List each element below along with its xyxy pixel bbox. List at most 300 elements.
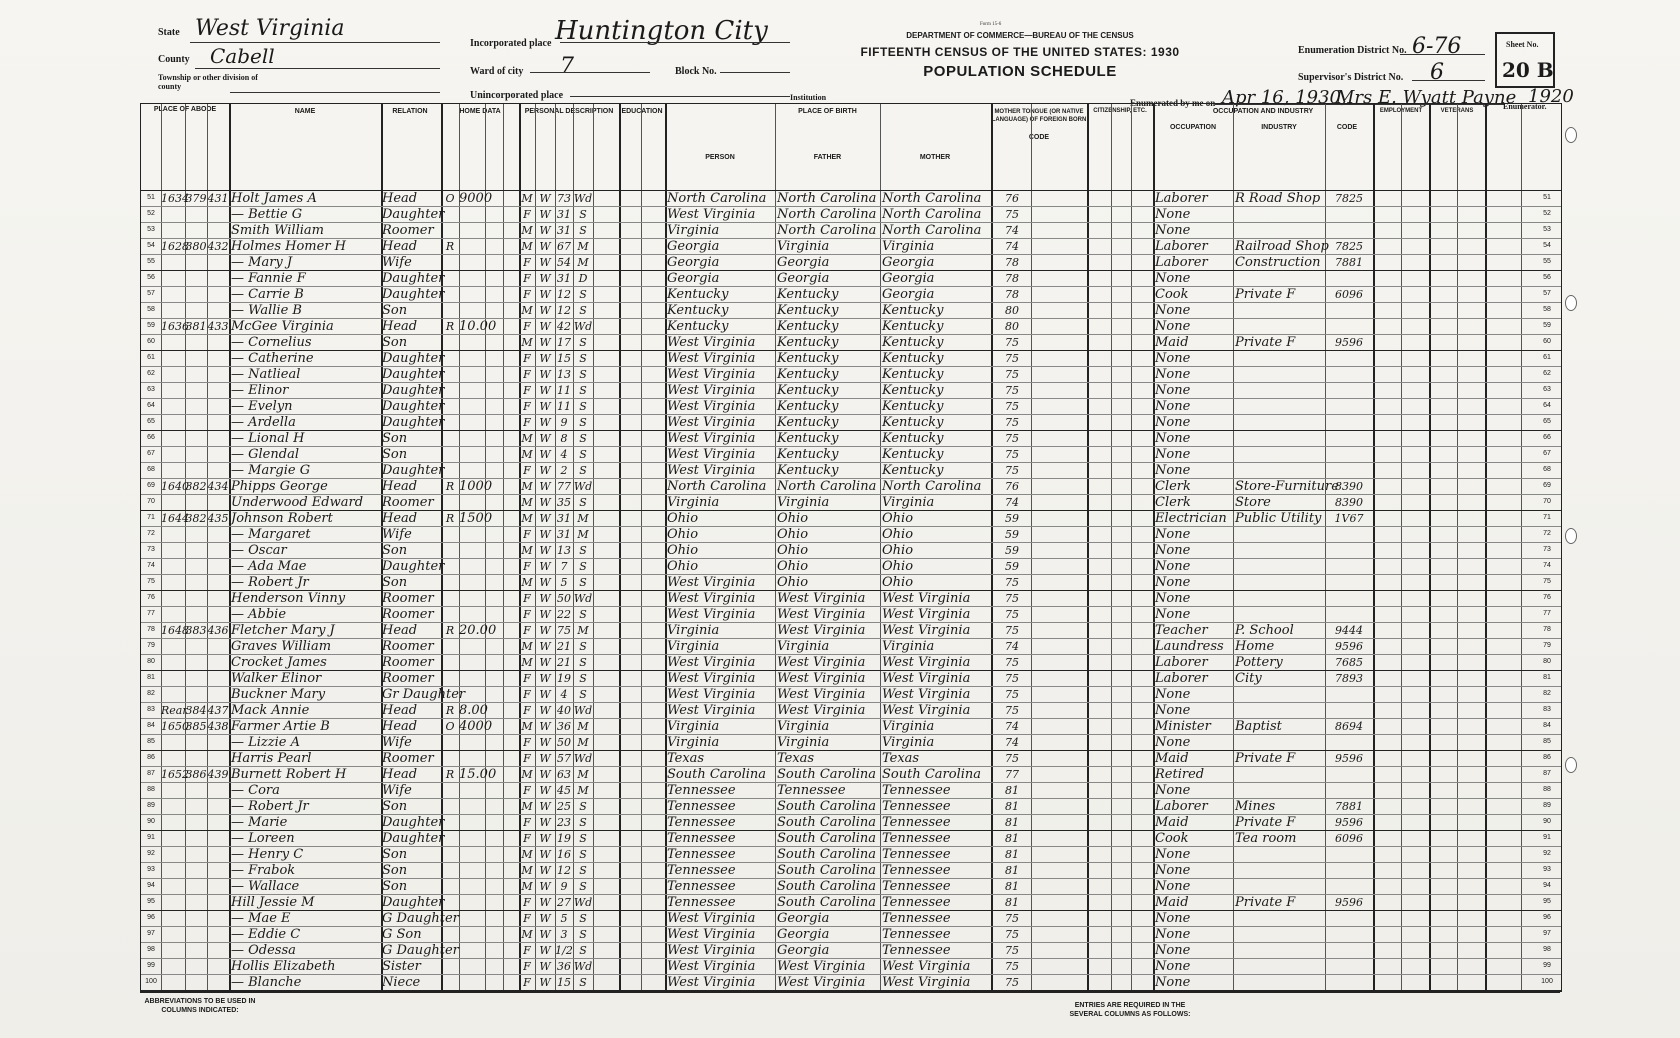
cell-mother: West Virginia <box>882 959 971 974</box>
cell-father: Kentucky <box>777 415 839 430</box>
cell-age: 1/2 <box>555 944 573 957</box>
cell-race: W <box>539 960 551 973</box>
cell-code: 80 <box>1005 320 1019 333</box>
cell-father: Virginia <box>777 735 830 750</box>
cell-father: West Virginia <box>777 623 866 638</box>
line-number-right: 78 <box>1543 626 1551 633</box>
cell-age: 19 <box>557 672 571 685</box>
cell-father: Kentucky <box>777 431 839 446</box>
cell-own: R <box>445 704 455 717</box>
cell-val: 20.00 <box>459 623 497 638</box>
cell-mother: North Carolina <box>882 191 982 206</box>
cell-father: Georgia <box>777 271 830 286</box>
line-number-right: 73 <box>1543 546 1551 553</box>
cell-own: R <box>445 480 455 493</box>
line-number-right: 63 <box>1543 386 1551 393</box>
col-birth-person: PERSON <box>705 154 735 161</box>
cell-birth: West Virginia <box>667 431 756 446</box>
cell-oc: 7825 <box>1335 192 1363 205</box>
cell-age: 15 <box>557 352 571 365</box>
cell-mother: Tennessee <box>882 847 951 862</box>
cell-age: 31 <box>557 512 571 525</box>
cell-birth: West Virginia <box>667 687 756 702</box>
cell-name: — Elinor <box>231 383 289 398</box>
state-line <box>190 42 440 43</box>
cell-mar: S <box>579 688 587 701</box>
cell-rel: Daughter <box>382 415 445 430</box>
cell-race: W <box>539 896 551 909</box>
cell-rel: Head <box>382 191 418 206</box>
year-note: 1920 <box>1528 86 1574 107</box>
cell-rel: G Daughter <box>382 943 459 958</box>
col-home-data: HOME DATA <box>459 108 501 115</box>
cell-sex: M <box>521 224 533 237</box>
cell-fam: 437 <box>207 704 229 717</box>
cell-mar: S <box>579 208 587 221</box>
cell-sex: M <box>521 928 533 941</box>
cell-code: 74 <box>1005 496 1019 509</box>
cell-birth: West Virginia <box>667 463 756 478</box>
cell-race: W <box>539 560 551 573</box>
cell-father: West Virginia <box>777 655 866 670</box>
cell-birth: Virginia <box>667 223 720 238</box>
line-number-right: 59 <box>1543 322 1551 329</box>
cell-rel: Son <box>382 879 408 894</box>
cell-birth: Virginia <box>667 719 720 734</box>
cell-age: 36 <box>557 720 571 733</box>
cell-mar: S <box>579 496 587 509</box>
cell-mother: Kentucky <box>882 303 944 318</box>
cell-age: 19 <box>557 832 571 845</box>
cell-code: 74 <box>1005 736 1019 749</box>
cell-sex: M <box>521 848 533 861</box>
line-number-right: 96 <box>1543 914 1551 921</box>
cell-mar: S <box>579 464 587 477</box>
col-place-of-abode: PLACE OF ABODE <box>153 106 217 113</box>
cell-age: 25 <box>557 800 571 813</box>
line-number: 66 <box>147 434 155 441</box>
cell-own: O <box>445 192 455 205</box>
line-number: 87 <box>147 770 155 777</box>
cell-rel: Daughter <box>382 287 445 302</box>
cell-mar: S <box>579 352 587 365</box>
cell-mother: Georgia <box>882 271 935 286</box>
cell-occ: None <box>1155 223 1191 238</box>
cell-occ: Maid <box>1155 815 1189 830</box>
cell-code: 75 <box>1005 704 1019 717</box>
cell-father: West Virginia <box>777 975 866 990</box>
enum-district-value: 6-76 <box>1412 34 1462 59</box>
col-citizenship: CITIZENSHIP, ETC. <box>1093 108 1147 114</box>
cell-father: North Carolina <box>777 207 877 222</box>
cell-birth: West Virginia <box>667 575 756 590</box>
cell-code: 81 <box>1005 896 1019 909</box>
cell-ind: Private F <box>1235 815 1296 830</box>
line-number: 96 <box>147 914 155 921</box>
cell-mar: M <box>577 240 589 253</box>
line-number: 61 <box>147 354 155 361</box>
cell-age: 9 <box>560 416 568 429</box>
cell-oc: 9596 <box>1335 336 1363 349</box>
cell-mar: S <box>579 448 587 461</box>
cell-name: — Cora <box>231 783 280 798</box>
cell-birth: South Carolina <box>667 767 767 782</box>
cell-sex: M <box>521 720 533 733</box>
line-number: 65 <box>147 418 155 425</box>
unincorporated-line <box>570 96 790 97</box>
cell-occ: None <box>1155 207 1191 222</box>
cell-mother: Tennessee <box>882 799 951 814</box>
cell-race: W <box>539 448 551 461</box>
cell-father: Georgia <box>777 943 830 958</box>
ward-label: Ward of city <box>470 66 524 77</box>
cell-mar: S <box>579 816 587 829</box>
cell-code: 59 <box>1005 560 1019 573</box>
cell-race: W <box>539 320 551 333</box>
cell-rel: Daughter <box>382 271 445 286</box>
cell-st: Rear <box>161 704 188 717</box>
cell-father: Ohio <box>777 543 809 558</box>
cell-mar: S <box>579 544 587 557</box>
cell-sex: F <box>523 976 531 989</box>
cell-race: W <box>539 656 551 669</box>
cell-ind: Pottery <box>1235 655 1283 670</box>
cell-father: Georgia <box>777 911 830 926</box>
cell-own: R <box>445 624 455 637</box>
cell-mar: S <box>579 432 587 445</box>
cell-rel: Head <box>382 319 418 334</box>
cell-birth: Kentucky <box>667 303 729 318</box>
footer-abbreviations: ABBREVIATIONS TO BE USED IN COLUMNS INDICATED: <box>144 998 256 1014</box>
cell-name: Crocket James <box>231 655 327 670</box>
line-number-right: 97 <box>1543 930 1551 937</box>
line-number-right: 77 <box>1543 610 1551 617</box>
cell-dw: 382 <box>185 480 207 493</box>
col-name: NAME <box>294 108 316 115</box>
cell-mar: Wd <box>573 192 593 205</box>
cell-father: Texas <box>777 751 815 766</box>
cell-mar: S <box>579 400 587 413</box>
line-number-right: 83 <box>1543 706 1551 713</box>
cell-occ: None <box>1155 271 1191 286</box>
cell-father: North Carolina <box>777 191 877 206</box>
row-divider <box>141 990 1561 991</box>
cell-rel: Son <box>382 543 408 558</box>
cell-mar: S <box>579 912 587 925</box>
cell-rel: Son <box>382 431 408 446</box>
cell-race: W <box>539 672 551 685</box>
cell-birth: Tennessee <box>667 783 736 798</box>
cell-sex: M <box>521 544 533 557</box>
cell-mar: M <box>577 784 589 797</box>
incorporated-label: Incorporated place <box>470 38 552 49</box>
cell-fam: 432 <box>207 240 229 253</box>
cell-race: W <box>539 272 551 285</box>
cell-code: 75 <box>1005 912 1019 925</box>
cell-father: West Virginia <box>777 591 866 606</box>
cell-rel: Roomer <box>382 655 434 670</box>
cell-code: 75 <box>1005 752 1019 765</box>
cell-rel: Daughter <box>382 831 445 846</box>
cell-name: — Odessa <box>231 943 296 958</box>
cell-code: 81 <box>1005 880 1019 893</box>
cell-st: 1636 <box>161 320 189 333</box>
cell-father: South Carolina <box>777 847 877 862</box>
cell-dw: 386 <box>185 768 207 781</box>
cell-race: W <box>539 704 551 717</box>
cell-birth: Georgia <box>667 271 720 286</box>
line-number: 86 <box>147 754 155 761</box>
cell-father: Virginia <box>777 719 830 734</box>
cell-occ: None <box>1155 943 1191 958</box>
cell-mar: S <box>579 800 587 813</box>
cell-age: 23 <box>557 816 571 829</box>
cell-sex: F <box>523 256 531 269</box>
cell-name: Henderson Vinny <box>231 591 346 606</box>
col-mother-tongue: MOTHER TONGUE (OR NATIVE LANGUAGE) OF FOREIGN BORN <box>991 109 1087 123</box>
line-number: 97 <box>147 930 155 937</box>
cell-rel: Daughter <box>382 895 445 910</box>
line-number-right: 81 <box>1543 674 1551 681</box>
cell-sex: F <box>523 752 531 765</box>
cell-occ: None <box>1155 399 1191 414</box>
cell-occ: None <box>1155 383 1191 398</box>
cell-ind: Private F <box>1235 335 1296 350</box>
cell-ind: Baptist <box>1235 719 1282 734</box>
cell-occ: Maid <box>1155 335 1189 350</box>
cell-name: Fletcher Mary J <box>231 623 335 638</box>
line-number-right: 70 <box>1543 498 1551 505</box>
cell-fam: 433 <box>207 320 229 333</box>
cell-race: W <box>539 336 551 349</box>
cell-code: 75 <box>1005 688 1019 701</box>
cell-code: 74 <box>1005 240 1019 253</box>
cell-father: North Carolina <box>777 479 877 494</box>
cell-mar: S <box>579 288 587 301</box>
line-number-right: 66 <box>1543 434 1551 441</box>
line-number: 68 <box>147 466 155 473</box>
cell-birth: West Virginia <box>667 911 756 926</box>
line-number-right: 92 <box>1543 850 1551 857</box>
line-number: 79 <box>147 642 155 649</box>
cell-race: W <box>539 928 551 941</box>
cell-race: W <box>539 464 551 477</box>
line-number: 84 <box>147 722 155 729</box>
cell-birth: Tennessee <box>667 895 736 910</box>
cell-father: West Virginia <box>777 607 866 622</box>
cell-age: 63 <box>557 768 571 781</box>
cell-sex: F <box>523 592 531 605</box>
line-number: 89 <box>147 802 155 809</box>
cell-father: South Carolina <box>777 815 877 830</box>
cell-birth: West Virginia <box>667 447 756 462</box>
cell-occ: None <box>1155 863 1191 878</box>
cell-mar: S <box>579 672 587 685</box>
cell-sex: F <box>523 704 531 717</box>
cell-name: Mack Annie <box>231 703 310 718</box>
cell-mother: South Carolina <box>882 767 982 782</box>
cell-name: — Mae E <box>231 911 291 926</box>
cell-oc: 8694 <box>1335 720 1363 733</box>
cell-birth: Tennessee <box>667 879 736 894</box>
cell-mother: Ohio <box>882 559 914 574</box>
cell-mar: S <box>579 560 587 573</box>
cell-sex: F <box>523 784 531 797</box>
cell-rel: Gr Daughter <box>382 687 466 702</box>
line-number: 72 <box>147 530 155 537</box>
cell-age: 67 <box>557 240 571 253</box>
cell-birth: West Virginia <box>667 351 756 366</box>
cell-code: 75 <box>1005 608 1019 621</box>
cell-mar: S <box>579 336 587 349</box>
line-number-right: 100 <box>1541 978 1553 985</box>
cell-name: — Blanche <box>231 975 302 990</box>
cell-age: 50 <box>557 736 571 749</box>
cell-st: 1644 <box>161 512 189 525</box>
cell-rel: Wife <box>382 527 412 542</box>
cell-race: W <box>539 400 551 413</box>
line-number-right: 54 <box>1543 242 1551 249</box>
cell-code: 76 <box>1005 192 1019 205</box>
cell-age: 35 <box>557 496 571 509</box>
cell-race: W <box>539 304 551 317</box>
cell-occ: None <box>1155 975 1191 990</box>
cell-father: Kentucky <box>777 399 839 414</box>
cell-birth: Virginia <box>667 495 720 510</box>
cell-rel: G Son <box>382 927 422 942</box>
enum-district-line <box>1400 54 1485 55</box>
cell-ind: Private F <box>1235 287 1296 302</box>
cell-occ: None <box>1155 319 1191 334</box>
cell-name: — Evelyn <box>231 399 293 414</box>
cell-birth: West Virginia <box>667 927 756 942</box>
line-number-right: 69 <box>1543 482 1551 489</box>
cell-mother: Tennessee <box>882 943 951 958</box>
cell-age: 7 <box>560 560 568 573</box>
cell-father: Tennessee <box>777 783 846 798</box>
cell-st: 1648 <box>161 624 189 637</box>
cell-mother: Virginia <box>882 719 935 734</box>
incorporated-line <box>560 42 790 43</box>
cell-sex: F <box>523 624 531 637</box>
line-number: 75 <box>147 578 155 585</box>
line-number-right: 61 <box>1543 354 1551 361</box>
cell-age: 13 <box>557 368 571 381</box>
line-number: 76 <box>147 594 155 601</box>
cell-race: W <box>539 832 551 845</box>
cell-st: 1640 <box>161 480 189 493</box>
cell-race: W <box>539 192 551 205</box>
line-number: 81 <box>147 674 155 681</box>
supervisor-value: 6 <box>1430 60 1444 85</box>
cell-mother: Virginia <box>882 239 935 254</box>
cell-birth: Tennessee <box>667 799 736 814</box>
cell-sex: F <box>523 320 531 333</box>
cell-sex: M <box>521 576 533 589</box>
cell-mother: Tennessee <box>882 831 951 846</box>
line-number: 51 <box>147 194 155 201</box>
cell-race: W <box>539 784 551 797</box>
cell-occ: Minister <box>1155 719 1211 734</box>
cell-name: — Wallace <box>231 879 300 894</box>
cell-birth: Ohio <box>667 511 699 526</box>
cell-birth: Tennessee <box>667 831 736 846</box>
line-number: 62 <box>147 370 155 377</box>
cell-sex: M <box>521 880 533 893</box>
cell-sex: F <box>523 816 531 829</box>
cell-age: 4 <box>560 448 568 461</box>
township-line <box>230 92 440 93</box>
cell-rel: Son <box>382 799 408 814</box>
cell-code: 78 <box>1005 272 1019 285</box>
cell-father: South Carolina <box>777 767 877 782</box>
cell-mar: M <box>577 624 589 637</box>
cell-father: West Virginia <box>777 703 866 718</box>
cell-fam: 435 <box>207 512 229 525</box>
cell-mar: M <box>577 768 589 781</box>
cell-oc: 8390 <box>1335 496 1363 509</box>
cell-code: 59 <box>1005 528 1019 541</box>
cell-age: 27 <box>557 896 571 909</box>
cell-rel: Head <box>382 719 418 734</box>
cell-race: W <box>539 240 551 253</box>
cell-mother: Kentucky <box>882 415 944 430</box>
line-number-right: 65 <box>1543 418 1551 425</box>
cell-occ: Laborer <box>1155 799 1208 814</box>
cell-name: — Carrie B <box>231 287 304 302</box>
cell-sex: F <box>523 896 531 909</box>
cell-ind: Tea room <box>1235 831 1297 846</box>
cell-oc: 9596 <box>1335 816 1363 829</box>
cell-sex: M <box>521 192 533 205</box>
cell-race: W <box>539 752 551 765</box>
cell-val: 15.00 <box>459 767 497 782</box>
cell-mar: S <box>579 656 587 669</box>
cell-oc: 7685 <box>1335 656 1363 669</box>
cell-sex: M <box>521 864 533 877</box>
cell-birth: West Virginia <box>667 367 756 382</box>
cell-sex: M <box>521 768 533 781</box>
cell-oc: 9596 <box>1335 640 1363 653</box>
cell-mother: Virginia <box>882 735 935 750</box>
cell-father: Kentucky <box>777 287 839 302</box>
line-number-right: 88 <box>1543 786 1551 793</box>
line-number: 70 <box>147 498 155 505</box>
cell-ind: Construction <box>1235 255 1321 270</box>
cell-birth: West Virginia <box>667 655 756 670</box>
cell-birth: Kentucky <box>667 319 729 334</box>
punch-hole <box>1565 127 1577 143</box>
cell-mar: D <box>578 272 588 285</box>
cell-mother: Kentucky <box>882 383 944 398</box>
line-number-right: 95 <box>1543 898 1551 905</box>
cell-occ: None <box>1155 367 1191 382</box>
cell-dw: 385 <box>185 720 207 733</box>
cell-mar: Wd <box>573 960 593 973</box>
cell-occ: None <box>1155 351 1191 366</box>
cell-code: 59 <box>1005 544 1019 557</box>
supervisor-label: Supervisor's District No. <box>1298 72 1404 83</box>
col-birth-mother: MOTHER <box>919 154 951 161</box>
cell-mother: Ohio <box>882 527 914 542</box>
line-number: 52 <box>147 210 155 217</box>
cell-occ: None <box>1155 463 1191 478</box>
cell-oc: 7825 <box>1335 240 1363 253</box>
line-number: 91 <box>147 834 155 841</box>
cell-sex: F <box>523 416 531 429</box>
cell-birth: West Virginia <box>667 415 756 430</box>
line-number-right: 57 <box>1543 290 1551 297</box>
